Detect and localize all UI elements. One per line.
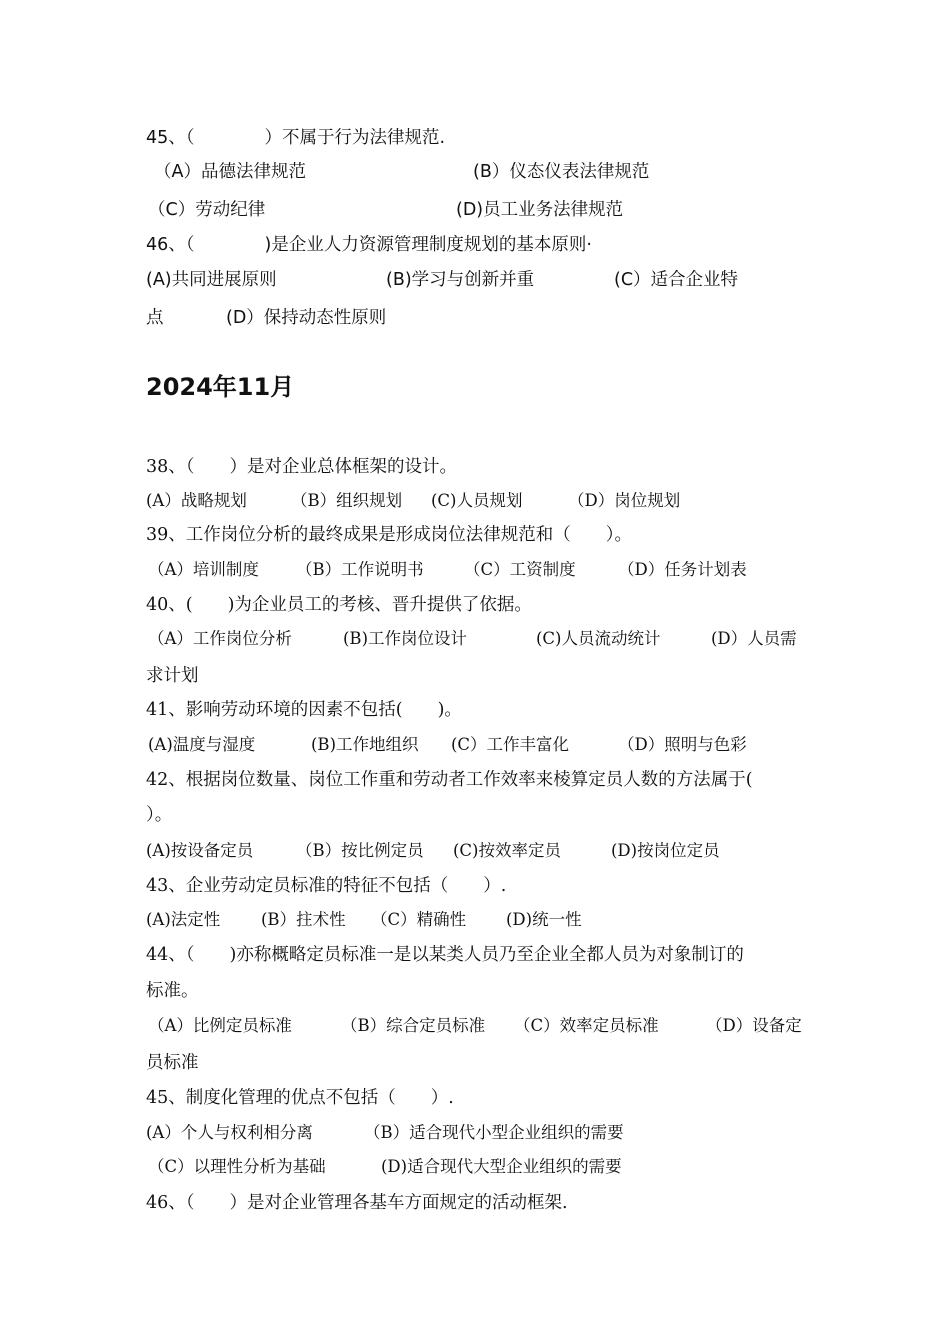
- option-a: (A)共同进展原则: [146, 270, 277, 290]
- option-c: (C)人员流动统计: [536, 629, 661, 648]
- option-d: （D）任务计划表: [618, 560, 747, 579]
- option-a: (A）个人与权利相分离: [146, 1123, 313, 1142]
- option-c: （C）精确性: [371, 910, 467, 929]
- option-d: （D）设备定: [706, 1016, 802, 1035]
- option-d: (D）保持动态性原则: [226, 308, 387, 328]
- question-42-stem: 42、根据岗位数量、岗位工作重和劳动者工作效率来棱算定员人数的方法属于(: [146, 770, 753, 790]
- option-b: （B）适合现代小型企业组织的需要: [364, 1123, 624, 1142]
- option-c-continued: 点: [146, 308, 164, 328]
- option-a: (A）战略规划: [146, 491, 247, 510]
- option-a: (A)按设备定员: [146, 841, 254, 860]
- option-b: (B)学习与创新并重: [386, 270, 535, 290]
- option-d: （D）岗位规划: [568, 491, 681, 510]
- option-b: (B)工作岗位设计: [343, 629, 467, 648]
- question-42-stem-continued: ）。: [146, 805, 173, 825]
- option-c: （C）效率定员标准: [514, 1016, 659, 1035]
- option-c: (C)人员规划: [431, 491, 523, 510]
- question-45-stem: 45、（ ）不属于行为法律规范.: [146, 128, 446, 148]
- option-b: (B）拄术性: [261, 910, 346, 929]
- option-a: (A)温度与湿度: [148, 735, 256, 754]
- question-38-stem: 38、（ ）是对企业总体框架的设计。: [146, 457, 458, 477]
- question-44-stem-continued: 标准。: [146, 981, 199, 1001]
- option-d: (D）人员需: [711, 629, 797, 648]
- option-c: (C）适合企业特: [614, 270, 739, 290]
- option-b: （B）综合定员标准: [341, 1016, 486, 1035]
- section-heading: 2024年11月: [146, 373, 295, 401]
- question-41-stem: 41、影响劳动环境的因素不包括( )。: [146, 700, 462, 720]
- question-44-option-d-continued: 员标准: [146, 1053, 199, 1073]
- option-c: (C)按效率定员: [453, 841, 561, 860]
- option-a: (A)法定性: [146, 910, 221, 929]
- question-44-stem: 44、（ )亦称概略定员标准一是以某类人员乃至企业全都人员为对象制订的: [146, 945, 744, 965]
- option-c: （C）以理性分析为基础: [148, 1157, 326, 1176]
- question-43-stem: 43、企业劳动定员标准的特征不包括（ ）.: [146, 876, 507, 896]
- option-c: （C）劳动纪律: [148, 200, 266, 220]
- option-a: （A）品德法律规范: [154, 162, 306, 182]
- option-b: （B）组织规划: [291, 491, 403, 510]
- option-a: （A）培训制度: [148, 560, 259, 579]
- question-46-stem: 46、（ ）是对企业管理各基车方面规定的活动框架.: [146, 1193, 568, 1213]
- question-39-stem: 39、工作岗位分析的最终成果是形成岗位法律规范和（ ）。: [146, 525, 633, 545]
- option-a: （A）比例定员标准: [148, 1016, 292, 1035]
- option-d: (D)适合现代大型企业组织的需要: [381, 1157, 622, 1176]
- option-d: (D)统一性: [506, 910, 582, 929]
- option-d: （D）照明与色彩: [618, 735, 747, 754]
- option-d: (D)员工业务法律规范: [456, 200, 624, 220]
- option-d: (D)按岗位定员: [611, 841, 720, 860]
- question-40-option-d-continued: 求计划: [146, 666, 199, 686]
- question-46-stem: 46、（ )是企业人力资源管理制度规划的基本原则·: [146, 235, 592, 255]
- option-a: （A）工作岗位分析: [148, 629, 292, 648]
- question-40-stem: 40、( )为企业员工的考核、晋升提供了依据。: [146, 595, 532, 615]
- option-b: (B)工作地组织: [311, 735, 419, 754]
- option-b: （B）工作说明书: [296, 560, 424, 579]
- option-b: （B）按比例定员: [296, 841, 424, 860]
- option-c: (C）工作丰富化: [451, 735, 570, 754]
- option-c: （C）工资制度: [464, 560, 576, 579]
- question-45-stem: 45、制度化管理的优点不包括（ ）.: [146, 1088, 454, 1108]
- option-b: (B）仪态仪表法律规范: [473, 162, 650, 182]
